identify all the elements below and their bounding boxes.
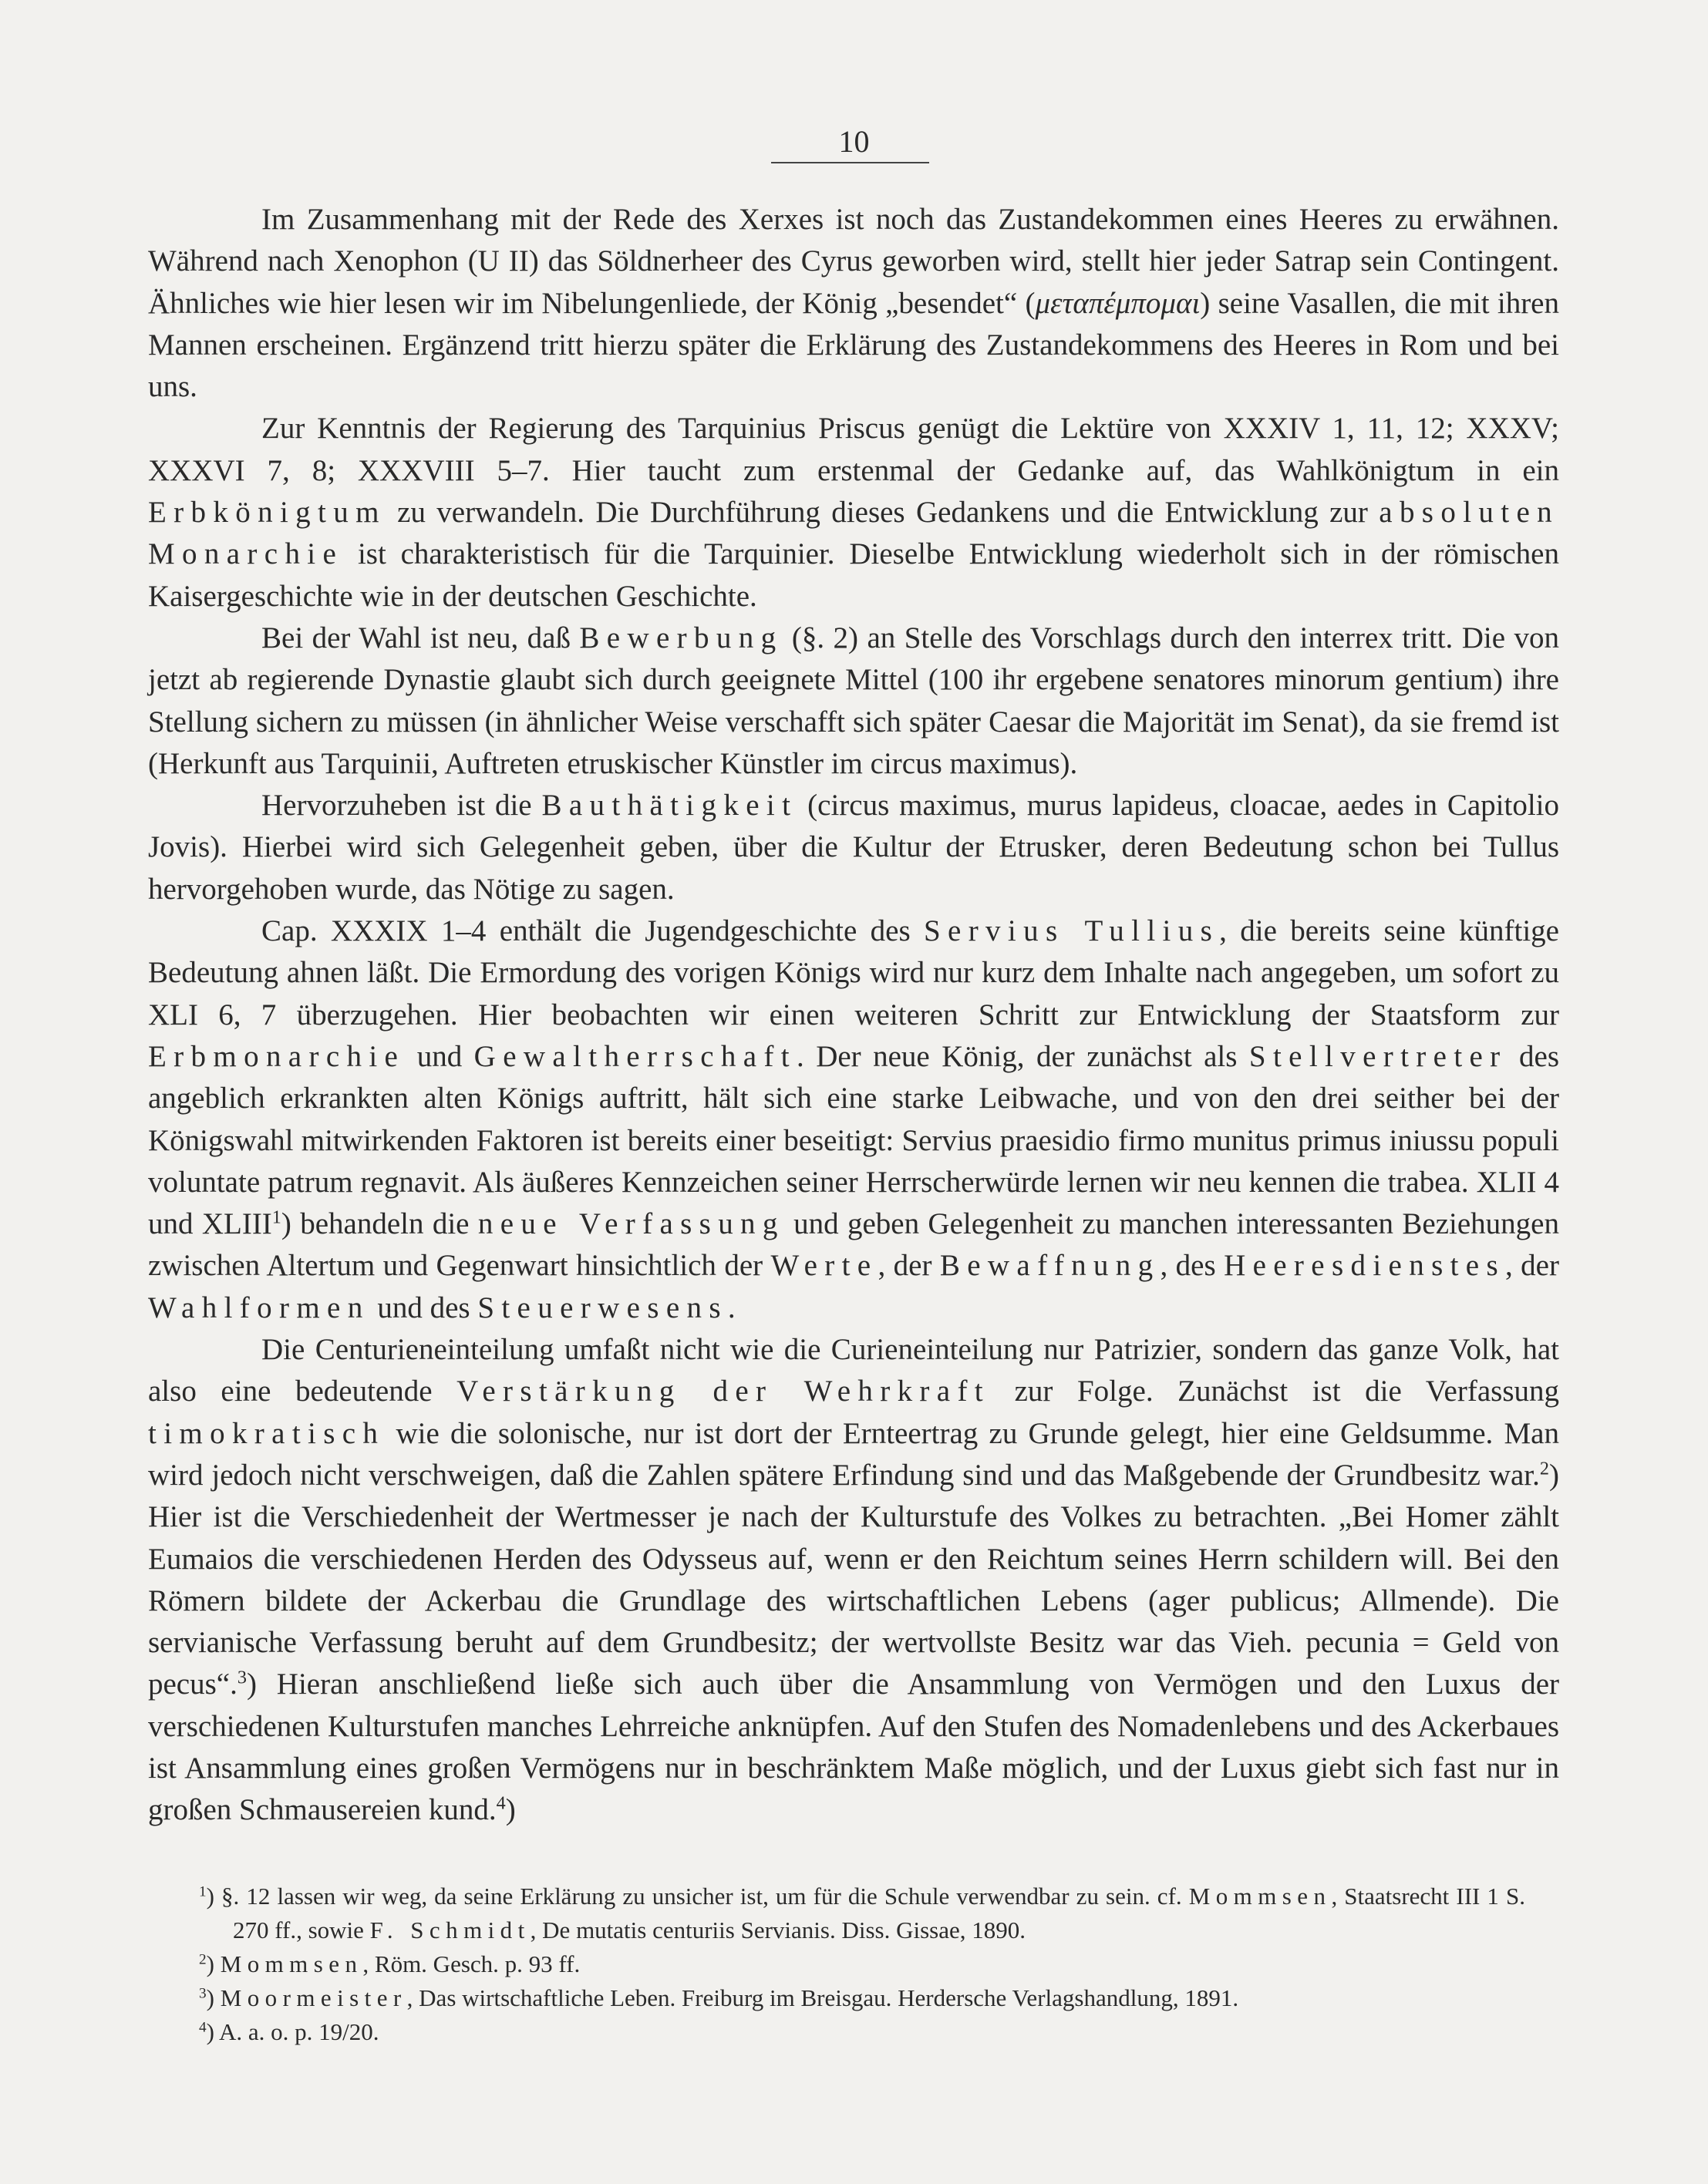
footnote-marker: 2 bbox=[199, 1951, 207, 1968]
text-run: , Das wirtschaftliche Leben. Freiburg im Breisgau. Herdersche Verlagshandlung, 1891. bbox=[406, 1984, 1239, 2011]
paragraph-4 bbox=[148, 785, 1559, 910]
text-run: wie die solonische, nur ist dort der Ernteertrag zu Grunde gelegt, hier eine Geldsumme. Man wird jedoch nicht verschweigen, daß die Zahlen spätere Erfindung sind und das Maßgebende der Grundbesitz war. bbox=[148, 1416, 1559, 1492]
text-run: des angeblich erkrankten alten Königs auftritt, hält sich eine starke Leibwache, und von den drei seither bei der Königswahl mitwirkenden Faktoren ist bereits einer beseitigt: Servius praesidio firmo munitus primus iniussu populi voluntate patrum regnavit. Als äußeres Kennzeichen seiner Herrscherwürde lernen wir neu kennen die trabea. XLII 4 und XLIII bbox=[148, 1039, 1559, 1241]
text-run: , Röm. Gesch. p. 93 ff. bbox=[362, 1950, 581, 1977]
emphasized-term: absoluten Monarchie bbox=[148, 496, 1559, 571]
text-run: und bbox=[405, 1039, 474, 1073]
footnote-marker: 1 bbox=[199, 1883, 207, 1900]
text-run: ) A. a. o. p. 19/20. bbox=[206, 2018, 379, 2045]
text-run: , De mutatis centuriis Servianis. Diss. Gissae, 1890. bbox=[530, 1916, 1026, 1943]
text-run: Die Centurieneinteilung umfaßt nicht wie die Curieneinteilung nur Patrizier, sondern das ganze Volk, hat also eine bedeutende bbox=[148, 1333, 1559, 1408]
footnote-marker: 3 bbox=[199, 1985, 207, 2002]
text-run: , der bbox=[878, 1249, 940, 1283]
footnote-marker: 4 bbox=[496, 1792, 506, 1814]
paragraph-5 bbox=[148, 910, 1559, 1329]
emphasized-term: Werte bbox=[770, 1249, 878, 1283]
text-run: ) seine Vasallen, die mit ihren Mannen erscheinen. Ergänzend tritt hierzu später die Erklärung des Zustandekommens des Heeres in Rom und bei uns. bbox=[148, 286, 1559, 404]
text-run: ) bbox=[505, 1793, 516, 1827]
emphasized-term: Erbmonarchie bbox=[148, 1039, 406, 1073]
text-run: Bei der Wahl ist neu, daß bbox=[261, 621, 580, 655]
emphasized-term: Erbkönigtum bbox=[148, 496, 386, 530]
text-run: ) Hieran anschließend ließe sich auch über die Ansammlung von Vermögen und den Luxus der verschiedenen Kulturstufen manches Lehrreiche anknüpfen. Auf den Stufen des Nomadenlebens und des Ackerbaues ist Ansammlung eines großen Vermögens nur in beschränktem Maße möglich, und der Luxus giebt sich fast nur in großen Schmausereien kund. bbox=[148, 1667, 1559, 1827]
text-run: ) bbox=[206, 1984, 221, 2011]
emphasized-term: Bewerbung bbox=[579, 621, 783, 655]
emphasized-term: Servius Tullius bbox=[923, 914, 1220, 948]
emphasized-term: Stellvertreter bbox=[1248, 1039, 1508, 1073]
footnote-3 bbox=[199, 1981, 1525, 2015]
emphasized-term: Mommsen bbox=[1188, 1883, 1332, 1910]
paragraph-1 bbox=[148, 199, 1559, 408]
emphasized-term: Moormeister bbox=[220, 1984, 407, 2011]
text-run: . Der neue König, der zunächst als bbox=[796, 1039, 1249, 1073]
paragraph-3 bbox=[148, 618, 1559, 785]
body-text bbox=[148, 199, 1559, 1832]
text-run: ist charakteristisch für die Tarquinier. Dieselbe Entwicklung wiederholt sich in der römischen Kaisergeschichte wie in der deutschen Geschichte. bbox=[148, 537, 1559, 613]
emphasized-term: F. Schmidt bbox=[369, 1916, 531, 1943]
emphasized-term: Bauthätigkeit bbox=[541, 789, 798, 823]
emphasized-term: Steuerwesens bbox=[477, 1291, 728, 1324]
text-run: , der bbox=[1505, 1249, 1559, 1283]
text-run: zur Folge. Zunächst ist die Verfassung bbox=[990, 1375, 1559, 1408]
emphasized-term: timokratisch bbox=[148, 1416, 386, 1450]
emphasized-term: Gewaltherrschaft bbox=[473, 1039, 797, 1073]
text-run: Zur Kenntnis der Regierung des Tarquinius Priscus genügt die Lektüre von XXXIV 1, 11, 12; XXXV; XXXVI 7, 8; XXXVIII 5–7. Hier taucht zum erstenmal der Gedanke auf, das Wahlkönigtum in ein bbox=[148, 412, 1559, 487]
text-run: ) behandeln die bbox=[281, 1207, 478, 1241]
text-run: ) bbox=[206, 1950, 221, 1977]
text-run: und des bbox=[369, 1291, 478, 1324]
text-run: Im Zusammenhang mit der Rede des Xerxes ist noch das Zustandekommen eines Heeres zu erwähnen. Während nach Xenophon (U II) das Söldnerheer des Cyrus geworben wird, stellt hier jeder Satrap sein Contingent. Ähnliches wie hier lesen wir im Nibelungenliede, der König „besendet“ ( bbox=[148, 203, 1559, 320]
emphasized-term: Bewaffnung bbox=[939, 1249, 1161, 1283]
text-run: ) §. 12 lassen wir weg, da seine Erklärung zu unsicher ist, um für die Schule verwendbar zu sein. cf. bbox=[206, 1883, 1189, 1910]
emphasized-term: Verstärkung der Wehrkraft bbox=[456, 1375, 990, 1408]
text-run: und geben Gelegenheit zu manchen interessanten Beziehungen zwischen Altertum und Gegenwart hinsichtlich der bbox=[148, 1207, 1559, 1283]
footnote-marker: 1 bbox=[271, 1206, 281, 1228]
paragraph-2 bbox=[148, 408, 1559, 617]
text-run: , die bereits seine künftige Bedeutung ahnen läßt. Die Ermordung des vorigen Königs wird nur kurz dem Inhalte nach angegeben, um sofort zu XLI 6, 7 überzugehen. Hier beobachten wir einen weiteren Schritt zur Entwicklung der Staatsform zur bbox=[148, 914, 1559, 1031]
text-run: , Staatsrecht III 1 S. 270 ff., sowie bbox=[233, 1883, 1526, 1943]
emphasized-term: Heeresdienstes bbox=[1224, 1249, 1506, 1283]
footnote-marker: 2 bbox=[1539, 1458, 1549, 1479]
greek-term: μεταπέμπομαι bbox=[1035, 286, 1201, 320]
footnote-marker: 4 bbox=[199, 2019, 207, 2036]
footnote-marker: 3 bbox=[237, 1667, 247, 1689]
emphasized-term: neue Verfassung bbox=[477, 1207, 785, 1241]
text-run: , des bbox=[1160, 1249, 1225, 1283]
text-run: . bbox=[727, 1291, 736, 1324]
footnote-1 bbox=[199, 1879, 1525, 1947]
header-rule bbox=[771, 162, 929, 163]
text-run: (§. 2) an Stelle des Vorschlags durch den interrex tritt. Die von jetzt ab regierende Dynastie glaubt sich durch geeignete Mittel (100 ihr ergebene senatores minorum gentium) ihre Stellung sichern zu müssen (in ähnlicher Weise verschafft sich später Caesar die Majorität im Senat), da sie fremd ist (Herkunft aus Tarquinii, Auftreten etruskischer Künstler im circus maximus). bbox=[148, 621, 1559, 780]
emphasized-term: Wahlformen bbox=[148, 1291, 370, 1324]
footnote-2 bbox=[199, 1947, 1525, 1981]
emphasized-term: Mommsen bbox=[220, 1950, 363, 1977]
paragraph-6 bbox=[148, 1329, 1559, 1832]
footnotes bbox=[199, 1879, 1525, 2049]
text-run: (circus maximus, murus lapideus, cloacae, aedes in Capitolio Jovis). Hierbei wird sich Gelegenheit geben, über die Kultur der Etrusker, deren Bedeutung schon bei Tullus hervorgehoben wurde, das Nötige zu sagen. bbox=[148, 789, 1560, 906]
footnote-4 bbox=[199, 2015, 1525, 2049]
text-run: Cap. XXXIX 1–4 enthält die Jugendgeschichte des bbox=[261, 914, 924, 948]
text-run: zu verwandeln. Die Durchführung dieses Gedankens und die Entwicklung zur bbox=[386, 496, 1380, 530]
page-number: 10 bbox=[838, 124, 870, 159]
text-run: Hervorzuheben ist die bbox=[261, 789, 542, 823]
text-run: ) Hier ist die Verschiedenheit der Wertmesser je nach der Kulturstufe des Volkes zu betrachten. „Bei Homer zählt Eumaios die verschiedenen Herden des Odysseus auf, wenn er den Reichtum seines Herrn schildern will. Bei den Römern bildete der Ackerbau die Grundlage des wirtschaftlichen Lebens (ager publicus; Allmende). Die servianische Verfassung beruht auf dem Grundbesitz; der wertvollste Besitz war das Vieh. pecunia = Geld von pecus“. bbox=[148, 1458, 1559, 1701]
